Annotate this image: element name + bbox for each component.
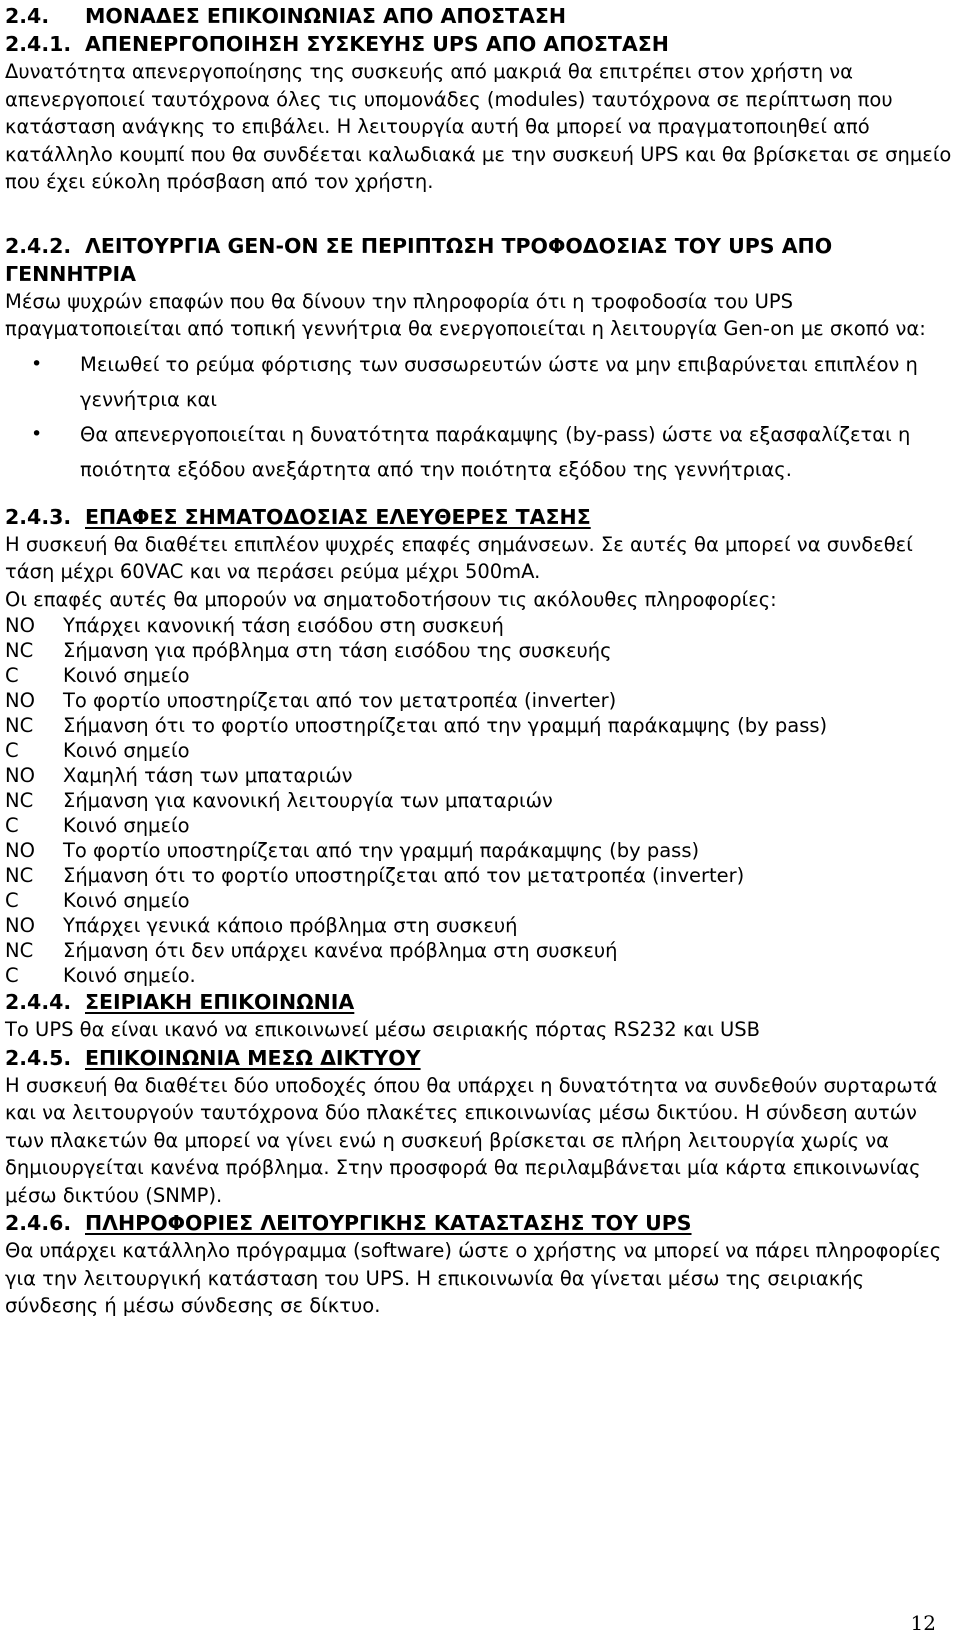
signal-code: C (5, 739, 19, 762)
section-number: 2.4.3. (5, 504, 72, 529)
signal-row (5, 713, 955, 738)
signal-code: NO (5, 689, 35, 712)
signal-text: Χαμηλή τάση των μπαταριών (63, 764, 353, 787)
signal-row (5, 938, 955, 963)
signal-text: Κοινό σημείο (63, 739, 190, 762)
signal-code: NC (5, 789, 34, 812)
section-heading-2-4-1 (5, 30, 955, 58)
signal-text: Το φορτίο υποστηρίζεται από τον μετατροπέα (inverter) (63, 689, 617, 712)
section-heading-2-4-5 (5, 1044, 955, 1072)
document-page (5, 0, 955, 1320)
bullet-list (5, 347, 955, 487)
signal-row (5, 788, 955, 813)
signal-row (5, 613, 955, 638)
signal-row (5, 763, 955, 788)
signal-row (5, 888, 955, 913)
bullet-item: • Θα απενεργοποιείται η δυνατότητα παράκαμψης (by-pass) ώστε να εξασφαλίζεται η ποιότητα εξόδου ανεξάρτητα από την ποιότητα εξόδου της γεννήτριας. (5, 417, 955, 487)
signal-row (5, 738, 955, 763)
signal-text: Υπάρχει γενικά κάποιο πρόβλημα στη συσκευή (63, 914, 518, 937)
section-title: ΕΠΑΦΕΣ ΣΗΜΑΤΟΔΟΣΙΑΣ ΕΛΕΥΘΕΡΕΣ ΤΑΣΗΣ (85, 504, 591, 529)
section-body-2-4-3: Η συσκευή θα διαθέτει επιπλέον ψυχρές επαφές σημάνσεων. Σε αυτές θα μπορεί να συνδεθεί τάση μέχρι 60VAC και να περάσει ρεύμα μέχρι 500mA. (5, 532, 913, 583)
signal-code: NC (5, 864, 34, 887)
signal-text: Υπάρχει κανονική τάση εισόδου στη συσκευή (63, 614, 504, 637)
section-body-2-4-3-intro: Οι επαφές αυτές θα μπορούν να σηματοδοτήσουν τις ακόλουθες πληροφορίες: (5, 587, 777, 611)
page-number: 12 (910, 1611, 936, 1635)
signal-row (5, 813, 955, 838)
section-number: 2.4.6. (5, 1211, 72, 1235)
signal-code: NC (5, 714, 34, 737)
section-title: ΠΛΗΡΟΦΟΡΙΕΣ ΛΕΙΤΟΥΡΓΙΚΗΣ ΚΑΤΑΣΤΑΣΗΣ ΤΟΥ UPS (85, 1211, 692, 1235)
section-heading-2-4-6 (5, 1209, 955, 1237)
signal-row (5, 863, 955, 888)
signal-code: NC (5, 639, 34, 662)
signal-text: Σήμανση για πρόβλημα στη τάση εισόδου της συσκευής (63, 639, 612, 662)
section-number: 2.4.4. (5, 990, 72, 1014)
section-heading-2-4-3 (5, 503, 955, 531)
signal-code: C (5, 889, 19, 912)
section-number: 2.4.1. (5, 32, 72, 56)
signal-code: C (5, 664, 19, 687)
section-number: 2.4. (5, 4, 50, 28)
signal-code: NO (5, 839, 35, 862)
signal-text: Σήμανση ότι δεν υπάρχει κανένα πρόβλημα στη συσκευή (63, 939, 618, 962)
signal-code: NO (5, 914, 35, 937)
signal-text: Κοινό σημείο (63, 889, 190, 912)
section-title: ΣΕΙΡΙΑΚΗ ΕΠΙΚΟΙΝΩΝΙΑ (85, 990, 355, 1014)
section-body-2-4-1: Δυνατότητα απενεργοποίησης της συσκευής από μακριά θα επιτρέπει στον χρήστη να απενεργοποιεί ταυτόχρονα όλες τις υπομονάδες (modules) ταυτόχρονα σε περίπτωση που κατάσταση ανάγκης το επιβάλει. Η λειτουργία αυτή θα μπορεί να πραγματοποιηθεί από κατάλληλο κουμπί που θα συνδέεται καλωδιακά με την συσκευή UPS και θα βρίσκεται σε σημείο που έχει εύκολη πρόσβαση από τον χρήστη. (5, 60, 952, 193)
section-heading-2-4 (5, 2, 955, 30)
signal-row (5, 913, 955, 938)
signal-row (5, 838, 955, 863)
signal-row (5, 663, 955, 688)
signal-text: Σήμανση για κανονική λειτουργία των μπαταριών (63, 789, 553, 812)
signal-code: NC (5, 939, 34, 962)
signal-row (5, 688, 955, 713)
signal-text: Το φορτίο υποστηρίζεται από την γραμμή παράκαμψης (by pass) (63, 839, 700, 862)
section-title: ΛΕΙΤΟΥΡΓΙΑ GEN-ON ΣΕ ΠΕΡΙΠΤΩΣΗ ΤΡΟΦΟΔΟΣΙΑΣ ΤΟΥ UPS ΑΠΟ (85, 233, 833, 258)
bullet-item: • Μειωθεί το ρεύμα φόρτισης των συσσωρευτών ώστε να μην επιβαρύνεται επιπλέον η γεννήτρια και (5, 347, 955, 417)
section-body-2-4-4: Το UPS θα είναι ικανό να επικοινωνεί μέσω σειριακής πόρτας RS232 και USB (5, 1018, 761, 1041)
signal-text: Σήμανση ότι το φορτίο υποστηρίζεται από την γραμμή παράκαμψης (by pass) (63, 714, 828, 737)
section-body-2-4-6: Θα υπάρχει κατάλληλο πρόγραμμα (software) ώστε ο χρήστης να μπορεί να πάρει πληροφορίες για την λειτουργική κατάσταση του UPS. Η επικοινωνία θα γίνεται μέσω της σειριακής σύνδεσης ή μέσω σύνδεσης σε δίκτυο. (5, 1239, 942, 1317)
section-title-continued: ΓΕΝΝΗΤΡΙΑ (5, 261, 137, 286)
section-number: 2.4.5. (5, 1045, 72, 1070)
signal-code: NO (5, 614, 35, 637)
signal-code: NO (5, 764, 35, 787)
signal-row (5, 638, 955, 663)
section-title: ΑΠΕΝΕΡΓΟΠΟΙΗΣΗ ΣΥΣΚΕΥΗΣ UPS ΑΠΟ ΑΠΟΣΤΑΣΗ (85, 32, 669, 56)
section-title: ΜΟΝΑΔΕΣ ΕΠΙΚΟΙΝΩΝΙΑΣ ΑΠΟ ΑΠΟΣΤΑΣΗ (85, 4, 567, 28)
signal-text: Κοινό σημείο (63, 814, 190, 837)
signal-code: C (5, 814, 19, 837)
signal-text: Κοινό σημείο (63, 664, 190, 687)
signal-code: C (5, 964, 19, 987)
signal-text: Κοινό σημείο. (63, 964, 196, 987)
signal-list (5, 613, 955, 988)
signal-text: Σήμανση ότι το φορτίο υποστηρίζεται από τον μετατροπέα (inverter) (63, 864, 745, 887)
section-heading-2-4-2 (5, 232, 955, 260)
signal-row (5, 963, 955, 988)
section-number: 2.4.2. (5, 233, 72, 258)
section-heading-2-4-4 (5, 988, 955, 1016)
section-body-2-4-5: Η συσκευή θα διαθέτει δύο υποδοχές όπου θα υπάρχει η δυνατότητα να συνδεθούν συρταρωτά και να λειτουργούν ταυτόχρονα δύο πλακέτες επικοινωνίας μέσω δικτύου. Η σύνδεση αυτών των πλακετών θα μπορεί να γίνει ενώ η συσκευή βρίσκεται σε πλήρη λειτουργία χωρίς να δημιουργείται κανένα πρόβλημα. Στην προσφορά θα περιλαμβάνεται μία κάρτα επικοινωνίας μέσω δικτύου (SNMP). (5, 1073, 938, 1207)
section-title: ΕΠΙΚΟΙΝΩΝΙΑ ΜΕΣΩ ΔΙΚΤΥΟΥ (85, 1045, 421, 1070)
section-body-2-4-2: Μέσω ψυχρών επαφών που θα δίνουν την πληροφορία ότι η τροφοδοσία του UPS πραγματοποιείται από τοπική γεννήτρια θα ενεργοποιείται η λειτουργία Gen-on με σκοπό να: (5, 289, 926, 340)
